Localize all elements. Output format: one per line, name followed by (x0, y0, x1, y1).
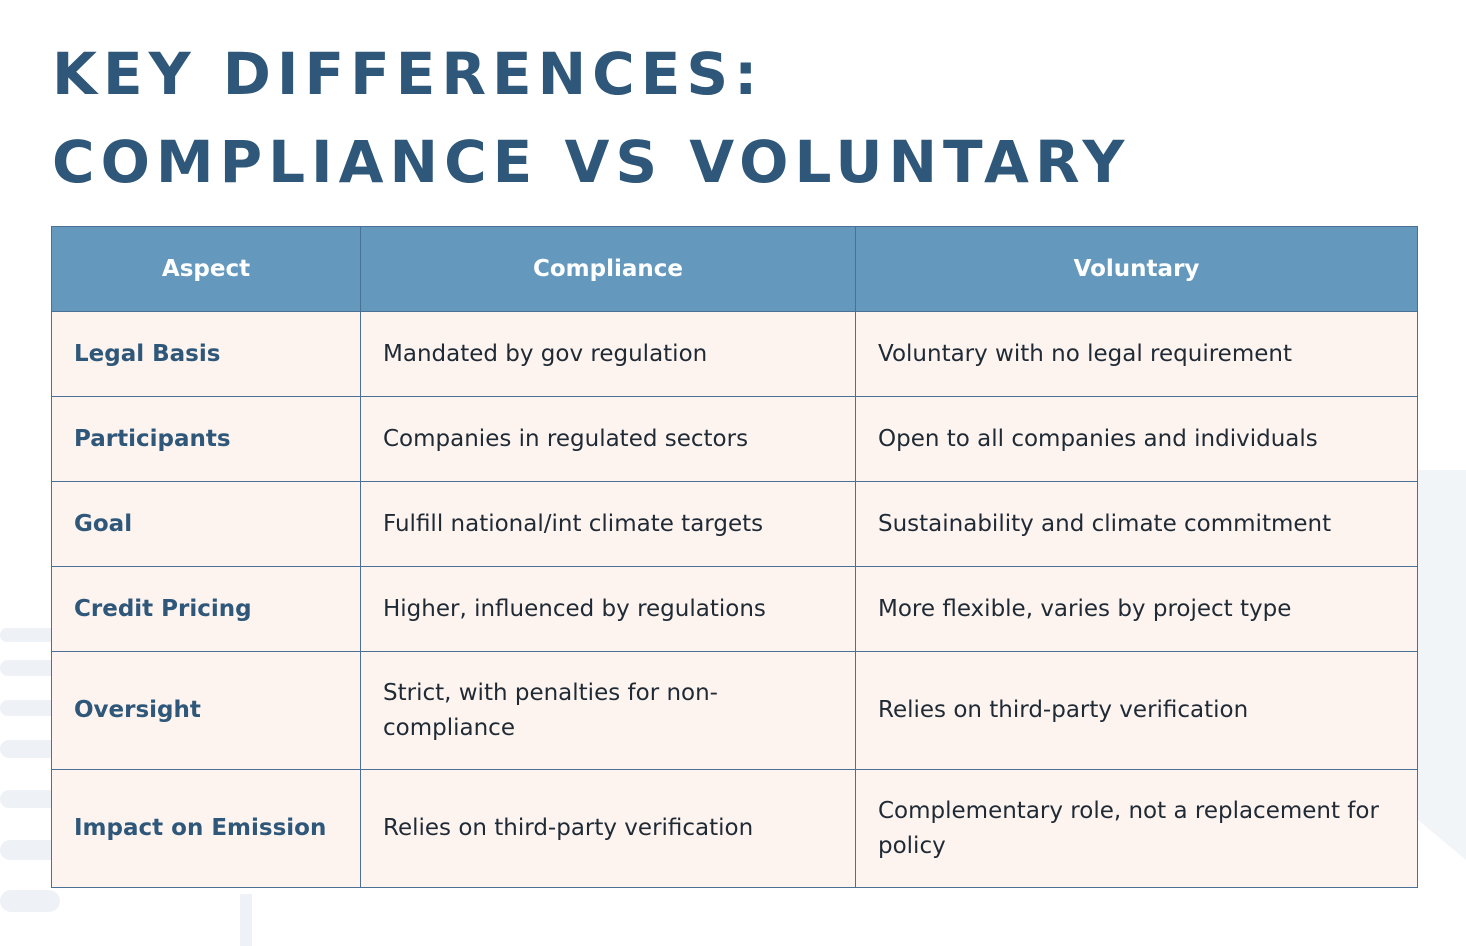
header-voluntary: Voluntary (856, 227, 1418, 312)
row-voluntary: Sustainability and climate commitment (856, 482, 1418, 567)
header-compliance: Compliance (361, 227, 856, 312)
table-row (52, 482, 1418, 567)
page-title (52, 30, 1130, 206)
row-voluntary: Voluntary with no legal requirement (856, 312, 1418, 397)
table-row (52, 312, 1418, 397)
row-aspect: Goal (52, 482, 361, 567)
table-row (52, 397, 1418, 482)
table-row (52, 770, 1418, 888)
row-voluntary: Relies on third-party verification (856, 652, 1418, 770)
row-aspect: Credit Pricing (52, 567, 361, 652)
title-line-1: KEY DIFFERENCES: (52, 40, 764, 108)
row-compliance: Relies on third-party verification (361, 770, 856, 888)
row-compliance: Mandated by gov regulation (361, 312, 856, 397)
row-aspect: Oversight (52, 652, 361, 770)
row-voluntary: Complementary role, not a replacement for policy (856, 770, 1418, 888)
row-voluntary: More flexible, varies by project type (856, 567, 1418, 652)
header-aspect: Aspect (52, 227, 361, 312)
row-aspect: Participants (52, 397, 361, 482)
table-row (52, 567, 1418, 652)
row-compliance: Fulfill national/int climate targets (361, 482, 856, 567)
row-compliance: Strict, with penalties for non-compliance (361, 652, 856, 770)
row-compliance: Companies in regulated sectors (361, 397, 856, 482)
row-aspect: Impact on Emission (52, 770, 361, 888)
row-compliance: Higher, influenced by regulations (361, 567, 856, 652)
title-line-2: COMPLIANCE VS VOLUNTARY (52, 128, 1131, 196)
row-voluntary: Open to all companies and individuals (856, 397, 1418, 482)
table-row (52, 652, 1418, 770)
comparison-table (51, 226, 1418, 888)
row-aspect: Legal Basis (52, 312, 361, 397)
table-header-row (52, 227, 1418, 312)
